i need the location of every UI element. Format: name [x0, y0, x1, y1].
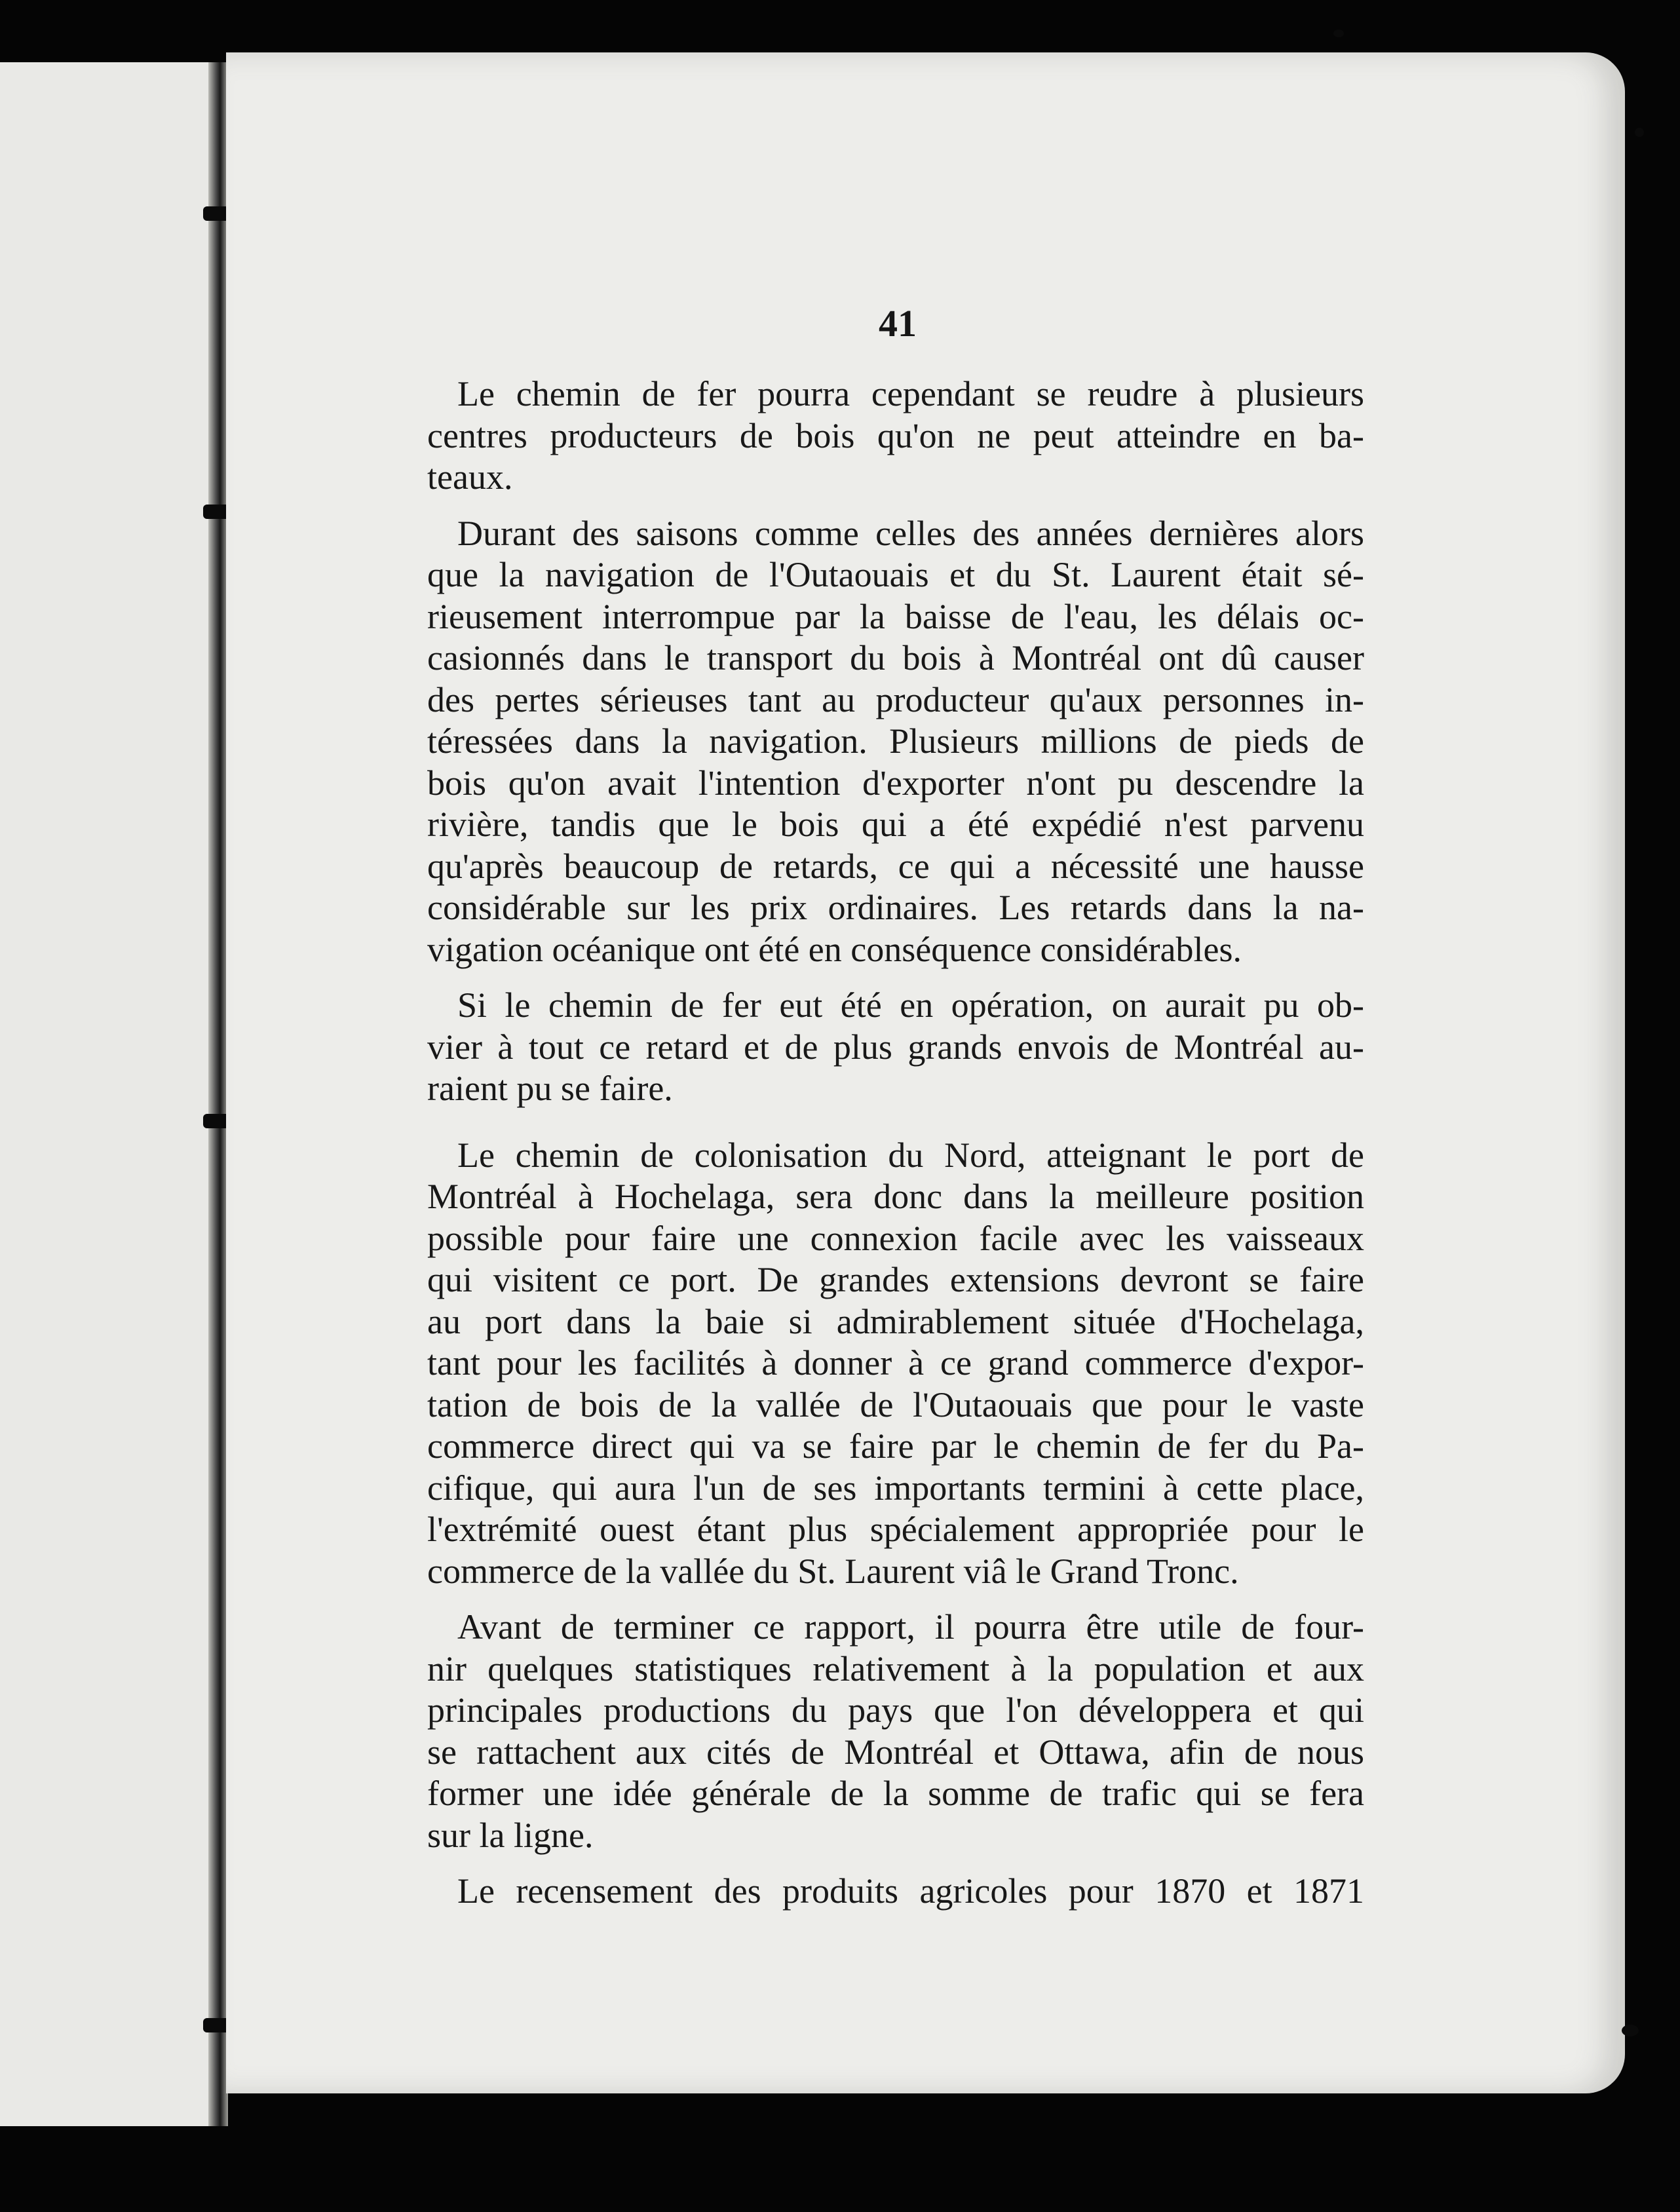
text-line: possible pour faire une connexion facile avec les vaisseaux [427, 1218, 1364, 1258]
text-line: commerce direct qui va se faire par le chemin de fer du Pa- [427, 1426, 1364, 1466]
text-line: tant pour les facilités à donner à ce grand commerce d'expor- [427, 1343, 1364, 1382]
text-line: Montréal à Hochelaga, sera donc dans la meilleure position [427, 1177, 1364, 1216]
scan-speck [1622, 2025, 1639, 2036]
text-line: casionnés dans le transport du bois à Montréal ont dû causer [427, 638, 1364, 677]
paragraph [427, 985, 1364, 1110]
text-line: Si le chemin de fer eut été en opération, on aurait pu ob- [457, 985, 1364, 1025]
text-line: commerce de la vallée du St. Laurent viâ le Grand Tronc. [427, 1551, 1239, 1591]
text-line: Le chemin de colonisation du Nord, atteignant le port de [457, 1135, 1364, 1175]
paragraph [427, 1871, 1364, 1913]
text-line: cifique, qui aura l'un de ses importants termini à cette place, [427, 1468, 1364, 1508]
text-line: que la navigation de l'Outaouais et du St. Laurent était sé- [427, 555, 1364, 594]
text-line: au port dans la baie si admirablement située d'Hochelaga, [427, 1301, 1364, 1341]
text-line: centres producteurs de bois qu'on ne peut atteindre en ba- [427, 415, 1364, 455]
body-text [427, 373, 1364, 1913]
text-line: des pertes sérieuses tant au producteur qu'aux personnes in- [427, 679, 1364, 719]
text-line: former une idée générale de la somme de trafic qui se fera [427, 1774, 1364, 1813]
text-line: sur la ligne. [427, 1815, 594, 1855]
scan-speck [1333, 29, 1344, 37]
text-line: Avant de terminer ce rapport, il pourra être utile de four- [457, 1607, 1364, 1647]
book-gutter [208, 62, 228, 2126]
text-line: l'extrémité ouest étant plus spécialement appropriée pour le [427, 1510, 1364, 1549]
text-line: Le chemin de fer pourra cependant se reudre à plusieurs [457, 374, 1364, 413]
text-line: principales productions du pays que l'on développera et qui [427, 1690, 1364, 1730]
paragraph [427, 1607, 1364, 1856]
page-number: 41 [879, 302, 917, 345]
text-line: bois qu'on avait l'intention d'exporter n'ont pu descendre la [427, 763, 1364, 803]
text-line: Le recensement des produits agricoles pour 1870 et 1871 [457, 1871, 1364, 1911]
text-line: se rattachent aux cités de Montréal et Ottawa, afin de nous [427, 1732, 1364, 1772]
text-line: qu'après beaucoup de retards, ce qui a nécessité une hausse [427, 846, 1364, 886]
text-line: téressées dans la navigation. Plusieurs millions de pieds de [427, 721, 1364, 761]
text-line: qui visitent ce port. De grandes extensions devront se faire [427, 1260, 1364, 1299]
text-line: nir quelques statistiques relativement à la population et aux [427, 1649, 1364, 1688]
text-line: vier à tout ce retard et de plus grands envois de Montréal au- [427, 1027, 1364, 1067]
text-line: rivière, tandis que le bois qui a été expédié n'est parvenu [427, 805, 1364, 844]
paragraph [427, 513, 1364, 971]
text-line: tation de bois de la vallée de l'Outaouais que pour le vaste [427, 1384, 1364, 1424]
text-line: Durant des saisons comme celles des années dernières alors [457, 513, 1364, 553]
text-line: teaux. [427, 457, 513, 497]
text-line: considérable sur les prix ordinaires. Les retards dans la na- [427, 888, 1364, 927]
paragraph [427, 373, 1364, 499]
text-line: raient pu se faire. [427, 1069, 673, 1108]
scan-speck [1635, 128, 1644, 137]
text-line: vigation océanique ont été en conséquence considérables. [427, 929, 1242, 969]
facing-page-edge [0, 62, 220, 2126]
text-line: rieusement interrompue par la baisse de l'eau, les délais oc- [427, 596, 1364, 636]
paragraph [427, 1135, 1364, 1593]
